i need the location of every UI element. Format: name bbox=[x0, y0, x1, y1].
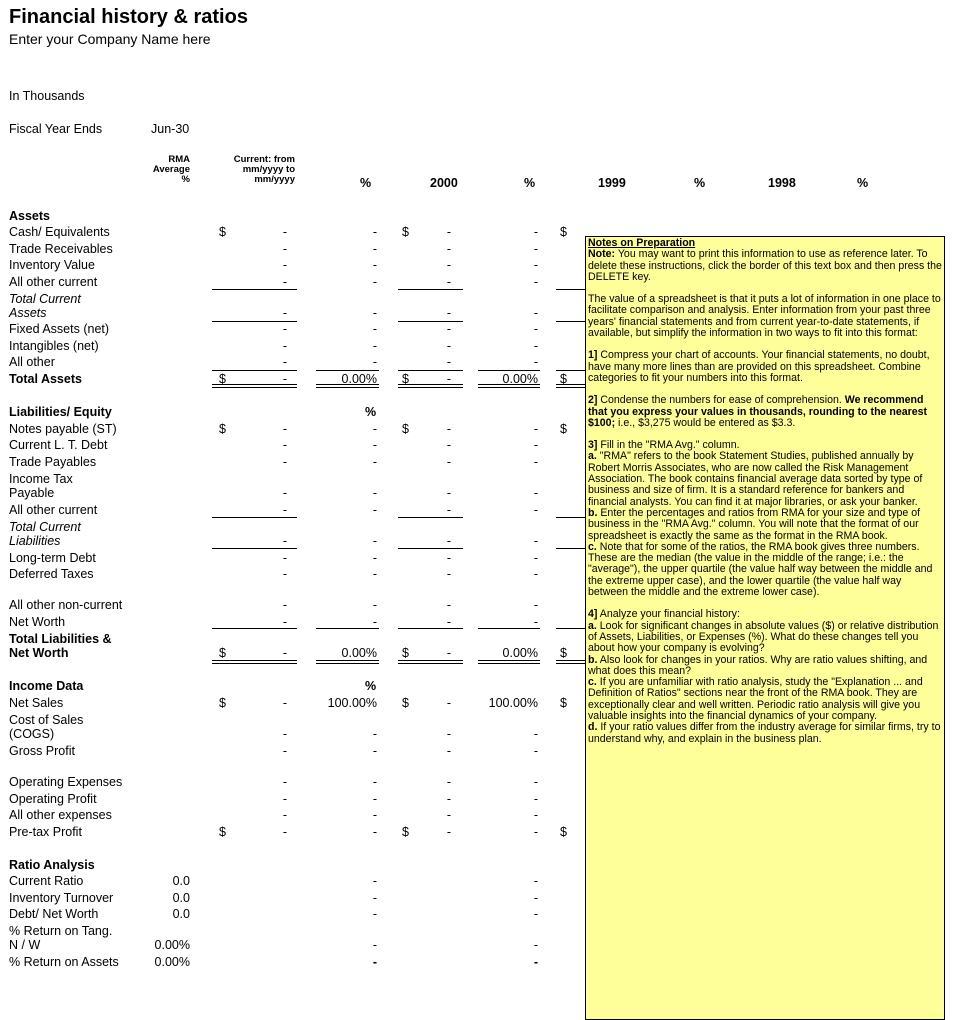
header-current: Current: from mm/yyyy to mm/yyyy bbox=[233, 154, 295, 185]
liability-row-6-cur-value[interactable]: - bbox=[282, 551, 287, 565]
liability-row-2-2000-pct: - bbox=[533, 455, 538, 469]
step2-bold: We recommend that you express your values in thousands, rounding to the nearest $100; bbox=[588, 394, 928, 429]
income-row-1-cur-value[interactable]: - bbox=[282, 727, 287, 741]
liability-row-0-1999-dollar: $ bbox=[560, 422, 567, 436]
liability-row-1-cur-pct: - bbox=[372, 438, 377, 452]
liability-row-8-cur-pct: - bbox=[372, 598, 377, 612]
asset-row-1-cur-value[interactable]: - bbox=[282, 242, 287, 256]
liability-row-7-cur-pct: - bbox=[372, 567, 377, 581]
income-row-6-2000-pct: - bbox=[533, 825, 538, 839]
asset-total-topline-2000 bbox=[398, 370, 463, 371]
income-label-4: Operating Profit bbox=[9, 792, 97, 806]
asset-row-5-2000-value[interactable]: - bbox=[446, 322, 451, 336]
asset-row-8-cur-dollar: $ bbox=[219, 372, 226, 386]
step3-num: 3] bbox=[588, 439, 598, 452]
liability-row-8-cur-value[interactable]: - bbox=[282, 598, 287, 612]
income-row-6-cur-pct: - bbox=[372, 825, 377, 839]
liability-row-10-2000-pct: 0.00% bbox=[502, 646, 538, 660]
asset-total-dblline-cur bbox=[212, 384, 297, 388]
liability-label-9: Net Worth bbox=[9, 615, 66, 629]
asset-row-0-cur-dollar: $ bbox=[219, 225, 226, 239]
liability-row-9-cur-pct: - bbox=[372, 615, 377, 629]
asset-total-dblline-pctc bbox=[316, 384, 379, 388]
asset-label-7: All other bbox=[9, 355, 55, 369]
income-label-3: Operating Expenses bbox=[9, 775, 123, 789]
liability-row-3-2000-pct: - bbox=[533, 486, 538, 500]
asset-row-8-2000-value[interactable]: - bbox=[446, 372, 451, 386]
liability-label-0: Notes payable (ST) bbox=[9, 422, 117, 436]
ratio-2000-3: - bbox=[533, 938, 538, 952]
liability-row-4-2000-pct: - bbox=[533, 503, 538, 517]
income-row-6-2000-value[interactable]: - bbox=[446, 825, 451, 839]
income-row-4-2000-pct: - bbox=[533, 792, 538, 806]
step3b-label: b. bbox=[588, 506, 598, 519]
income-row-6-1999-dollar: $ bbox=[560, 825, 567, 839]
ratio-rma-2[interactable]: 0.0 bbox=[172, 907, 190, 921]
ratio-2000-4: - bbox=[533, 955, 538, 969]
asset-row-8-cur-pct: 0.00% bbox=[341, 372, 377, 386]
asset-total-topline-1999 bbox=[556, 370, 586, 371]
liability-row-10-2000-value[interactable]: - bbox=[446, 646, 451, 660]
liability-label-10: Total Liabilities & Net Worth bbox=[9, 632, 112, 660]
asset-underline-cur-0 bbox=[212, 289, 297, 290]
ratio-rma-3[interactable]: 0.00% bbox=[154, 938, 190, 952]
income-row-1-2000-value[interactable]: - bbox=[446, 727, 451, 741]
income-row-2-cur-value[interactable]: - bbox=[282, 744, 287, 758]
ratio-cur-1: - bbox=[372, 891, 377, 905]
ratio-label-1: Inventory Turnover bbox=[9, 891, 114, 905]
header-rma: RMA Average % bbox=[152, 154, 190, 185]
header-pct-1998: % bbox=[857, 176, 869, 190]
asset-underline-cur-1 bbox=[212, 321, 297, 322]
assets-heading: Assets bbox=[9, 209, 50, 223]
notes-title: Notes on Preparation bbox=[588, 237, 696, 249]
step3a-label: a. bbox=[588, 450, 597, 463]
liability-row-2-cur-value[interactable]: - bbox=[282, 455, 287, 469]
asset-row-3-cur-pct: - bbox=[372, 275, 377, 289]
asset-label-8: Total Assets bbox=[9, 372, 82, 386]
asset-total-dblline-2000 bbox=[398, 384, 463, 388]
income-row-0-cur-value[interactable]: - bbox=[282, 696, 287, 710]
step2-text-a: Condense the numbers for ease of comprehension. bbox=[597, 394, 845, 407]
liability-row-2-cur-pct: - bbox=[372, 455, 377, 469]
ratio-2000-2: - bbox=[533, 907, 538, 921]
liab-underline-cur-2 bbox=[212, 628, 297, 629]
header-2000: 2000 bbox=[430, 176, 458, 190]
fiscal-year-value[interactable]: Jun-30 bbox=[151, 122, 190, 136]
asset-row-4-2000-pct: - bbox=[533, 306, 538, 320]
asset-row-7-cur-pct: - bbox=[372, 355, 377, 369]
asset-row-6-cur-pct: - bbox=[372, 339, 377, 353]
asset-total-dblline-pct2000 bbox=[478, 384, 540, 388]
company-name[interactable]: Enter your Company Name here bbox=[9, 31, 211, 47]
asset-row-0-1999-dollar: $ bbox=[560, 225, 567, 239]
liability-row-1-cur-value[interactable]: - bbox=[282, 438, 287, 452]
liability-row-1-2000-pct: - bbox=[533, 438, 538, 452]
income-row-3-2000-value[interactable]: - bbox=[446, 775, 451, 789]
note-label: Note: bbox=[588, 248, 616, 261]
income-row-5-cur-value[interactable]: - bbox=[282, 808, 287, 822]
liability-label-4: All other current bbox=[9, 503, 98, 517]
liability-label-8: All other non-current bbox=[9, 598, 123, 612]
liability-row-3-cur-pct: - bbox=[372, 486, 377, 500]
asset-row-8-2000-pct: 0.00% bbox=[502, 372, 538, 386]
income-row-4-cur-pct: - bbox=[372, 792, 377, 806]
step4a-label: a. bbox=[588, 619, 597, 632]
liability-row-0-cur-dollar: $ bbox=[219, 422, 226, 436]
asset-row-0-2000-pct: - bbox=[533, 225, 538, 239]
liability-row-5-2000-pct: - bbox=[533, 534, 538, 548]
income-row-3-cur-pct: - bbox=[372, 775, 377, 789]
ratio-rma-4[interactable]: 0.00% bbox=[154, 955, 190, 969]
income-row-3-cur-value[interactable]: - bbox=[282, 775, 287, 789]
asset-row-3-2000-value[interactable]: - bbox=[446, 275, 451, 289]
liability-label-3: Income Tax Payable bbox=[9, 472, 73, 500]
ratio-rma-1[interactable]: 0.0 bbox=[172, 891, 190, 905]
income-label-5: All other expenses bbox=[9, 808, 112, 822]
ratio-label-4: % Return on Assets bbox=[9, 955, 119, 969]
asset-label-5: Fixed Assets (net) bbox=[9, 322, 110, 336]
liability-row-5-cur-pct: - bbox=[372, 534, 377, 548]
units-label: In Thousands bbox=[9, 89, 85, 103]
asset-row-6-2000-pct: - bbox=[533, 339, 538, 353]
liabilities-heading: Liabilities/ Equity bbox=[9, 405, 112, 419]
liability-label-7: Deferred Taxes bbox=[9, 567, 94, 581]
liability-row-7-2000-value[interactable]: - bbox=[446, 567, 451, 581]
asset-total-topline-pct2000 bbox=[478, 370, 540, 371]
liab-total-dblline-cur bbox=[212, 660, 297, 664]
asset-underline-1999-1 bbox=[556, 321, 586, 322]
liab-underline-1999-2 bbox=[556, 628, 586, 629]
income-pct-header: % bbox=[365, 679, 377, 693]
asset-underline-2000-1 bbox=[398, 321, 463, 322]
income-row-6-cur-dollar: $ bbox=[219, 825, 226, 839]
liability-row-10-cur-pct: 0.00% bbox=[341, 646, 377, 660]
ratio-cur-4: - bbox=[372, 955, 377, 969]
liability-label-2: Trade Payables bbox=[9, 455, 97, 469]
liability-row-5-2000-value[interactable]: - bbox=[446, 534, 451, 548]
asset-label-3: All other current bbox=[9, 275, 98, 289]
liability-row-7-cur-value[interactable]: - bbox=[282, 567, 287, 581]
asset-row-2-cur-pct: - bbox=[372, 258, 377, 272]
note-text: You may want to print this information to use as reference later. To delete these instructions, click the border of this text box and then press the DELETE key. bbox=[588, 248, 942, 283]
liability-row-10-cur-value[interactable]: - bbox=[282, 646, 287, 660]
header-1998: 1998 bbox=[768, 176, 796, 190]
liability-row-0-2000-pct: - bbox=[533, 422, 538, 436]
liab-underline-cur-0 bbox=[212, 517, 297, 518]
step4c-label: c. bbox=[588, 676, 597, 689]
header-pct-2000: % bbox=[524, 176, 536, 190]
income-row-5-2000-pct: - bbox=[533, 808, 538, 822]
step3b-text: Enter the percentages and ratios from RMA for your size and type of business in the "RMA Avg." column. You will note that the format of our spreadsheet is exactly the same as the format in the RMA book. bbox=[588, 506, 921, 542]
header-1999: 1999 bbox=[598, 176, 626, 190]
asset-row-0-cur-value[interactable]: - bbox=[282, 225, 287, 239]
asset-row-0-2000-dollar: $ bbox=[402, 225, 409, 239]
page-title: Financial history & ratios bbox=[9, 6, 248, 28]
asset-label-1: Trade Receivables bbox=[9, 242, 113, 256]
liability-row-5-cur-value[interactable]: - bbox=[282, 534, 287, 548]
liability-row-7-2000-pct: - bbox=[533, 567, 538, 581]
income-row-5-cur-pct: - bbox=[372, 808, 377, 822]
step4a-text: Look for significant changes in absolute values ($) or relative distribution of Assets, Liabilities, or Expenses (%). What do these changes tell you about how your company is evolving? bbox=[588, 619, 939, 655]
liability-row-10-cur-dollar: $ bbox=[219, 646, 226, 660]
income-row-6-cur-value[interactable]: - bbox=[282, 825, 287, 839]
asset-row-7-2000-pct: - bbox=[533, 355, 538, 369]
asset-row-2-2000-pct: - bbox=[533, 258, 538, 272]
liab-total-topline-pct2000 bbox=[478, 628, 540, 629]
asset-row-8-2000-dollar: $ bbox=[402, 372, 409, 386]
ratio-label-0: Current Ratio bbox=[9, 874, 84, 888]
ratio-cur-2: - bbox=[372, 907, 377, 921]
liability-row-8-2000-pct: - bbox=[533, 598, 538, 612]
notes-on-preparation[interactable] bbox=[585, 236, 945, 1020]
liability-row-6-2000-value[interactable]: - bbox=[446, 551, 451, 565]
income-row-6-2000-dollar: $ bbox=[402, 825, 409, 839]
liability-row-8-2000-value[interactable]: - bbox=[446, 598, 451, 612]
step4b-label: b. bbox=[588, 653, 598, 666]
income-row-3-2000-pct: - bbox=[533, 775, 538, 789]
income-row-4-2000-value[interactable]: - bbox=[446, 792, 451, 806]
asset-row-8-1999-dollar: $ bbox=[560, 372, 567, 386]
liability-row-0-2000-value[interactable]: - bbox=[446, 422, 451, 436]
liability-row-9-cur-value[interactable]: - bbox=[282, 615, 287, 629]
liability-row-6-2000-pct: - bbox=[533, 551, 538, 565]
asset-row-4-2000-value[interactable]: - bbox=[446, 306, 451, 320]
liab-underline-1999-0 bbox=[556, 517, 586, 518]
fiscal-year-label: Fiscal Year Ends bbox=[9, 122, 103, 136]
step3c-text: Note that for some of the ratios, the RMA book gives three numbers. These are the median (the value in the middle of the range; i.e.: the "average"), the upper quartile (the value half way between the middle and the extreme upper case), and the lower quartile (the value half way between the middle and the extreme lower case). bbox=[588, 540, 933, 599]
income-heading: Income Data bbox=[9, 679, 84, 693]
step3a-text: "RMA" refers to the book Statement Studies, published annually by Robert Morris Associates, who are now called the Risk Management Association. The book contains financial average data sorted by type of business and size of firm. It is a standard reference for bankers and financial analysts. You can find it at major libraries, or ask your banker. bbox=[588, 450, 923, 508]
asset-row-7-2000-value[interactable]: - bbox=[446, 355, 451, 369]
liab-total-topline-pctc bbox=[316, 628, 379, 629]
liability-row-2-2000-value[interactable]: - bbox=[446, 455, 451, 469]
step3-text: Fill in the "RMA Avg." column. bbox=[597, 439, 740, 452]
liability-row-4-cur-pct: - bbox=[372, 503, 377, 517]
income-row-0-cur-dollar: $ bbox=[219, 696, 226, 710]
income-row-5-2000-value[interactable]: - bbox=[446, 808, 451, 822]
liability-row-0-2000-dollar: $ bbox=[402, 422, 409, 436]
step4d-text: If your ratio values differ from the industry average for similar firms, try to understand why, and explain in the business plan. bbox=[588, 721, 941, 745]
income-row-0-2000-dollar: $ bbox=[402, 696, 409, 710]
liab-underline-2000-2 bbox=[398, 628, 463, 629]
asset-underline-2000-0 bbox=[398, 289, 463, 290]
liab-underline-2000-0 bbox=[398, 517, 463, 518]
liability-label-1: Current L. T. Debt bbox=[9, 438, 108, 452]
asset-row-3-cur-value[interactable]: - bbox=[282, 275, 287, 289]
ratio-2000-1: - bbox=[533, 891, 538, 905]
asset-total-topline-pctc bbox=[316, 370, 379, 371]
ratio-rma-0[interactable]: 0.0 bbox=[172, 874, 190, 888]
notes-intro: The value of a spreadsheet is that it puts a lot of information in one place to facilitate comparison and analysis. Enter information from your past three years' financial statements and from current year-to-date statements, if available, but simplify the information in two ways to fit into this format: bbox=[588, 293, 941, 340]
liability-row-4-cur-value[interactable]: - bbox=[282, 503, 287, 517]
income-row-2-cur-pct: - bbox=[372, 744, 377, 758]
income-row-1-cur-pct: - bbox=[372, 727, 377, 741]
liability-row-10-2000-dollar: $ bbox=[402, 646, 409, 660]
asset-row-3-2000-pct: - bbox=[533, 275, 538, 289]
asset-row-6-cur-value[interactable]: - bbox=[282, 339, 287, 353]
asset-row-5-cur-value[interactable]: - bbox=[282, 322, 287, 336]
asset-row-2-2000-value[interactable]: - bbox=[446, 258, 451, 272]
step1-num: 1] bbox=[588, 349, 598, 362]
liability-row-0-cur-pct: - bbox=[372, 422, 377, 436]
step1-text: Compress your chart of accounts. Your financial statements, no doubt, have many more lines than are provided on this spreadsheet. Combine categories to fit your numbers into this format. bbox=[588, 349, 930, 384]
liability-row-1-2000-value[interactable]: - bbox=[446, 438, 451, 452]
asset-label-0: Cash/ Equivalents bbox=[9, 225, 110, 239]
income-row-2-2000-value[interactable]: - bbox=[446, 744, 451, 758]
asset-row-5-cur-pct: - bbox=[372, 322, 377, 336]
step4-num: 4] bbox=[588, 608, 598, 621]
liability-row-9-2000-value[interactable]: - bbox=[446, 615, 451, 629]
asset-row-1-cur-pct: - bbox=[372, 242, 377, 256]
liability-row-4-2000-value[interactable]: - bbox=[446, 503, 451, 517]
step3c-label: c. bbox=[588, 540, 597, 553]
income-label-2: Gross Profit bbox=[9, 744, 75, 758]
asset-row-7-cur-value[interactable]: - bbox=[282, 355, 287, 369]
liability-label-6: Long-term Debt bbox=[9, 551, 96, 565]
liabilities-pct-header: % bbox=[365, 405, 377, 419]
income-row-2-2000-pct: - bbox=[533, 744, 538, 758]
income-label-6: Pre-tax Profit bbox=[9, 825, 82, 839]
liab-total-dblline-pct2000 bbox=[478, 660, 540, 664]
asset-total-dblline-1999 bbox=[556, 384, 586, 388]
step2-text-b: i.e., $3,275 would be entered as $3.3. bbox=[615, 416, 796, 429]
asset-row-6-2000-value[interactable]: - bbox=[446, 339, 451, 353]
liability-row-9-2000-pct: - bbox=[533, 615, 538, 629]
header-pct-1999: % bbox=[694, 176, 706, 190]
asset-label-2: Inventory Value bbox=[9, 258, 95, 272]
income-label-1: Cost of Sales (COGS) bbox=[9, 713, 84, 741]
asset-row-0-cur-pct: - bbox=[372, 225, 377, 239]
asset-row-8-cur-value[interactable]: - bbox=[282, 372, 287, 386]
liability-row-6-cur-pct: - bbox=[372, 551, 377, 565]
liab-underline-1999-1 bbox=[556, 548, 586, 549]
income-row-4-cur-value[interactable]: - bbox=[282, 792, 287, 806]
step4c-text: If you are unfamiliar with ratio analysis, study the "Explanation ... and Definition of Ratios" sections near the front of the RMA book. They are exceptionally clear and well written. Periodic ratio analysis will give you valuable insights into the financial dynamics of your company. bbox=[588, 676, 923, 722]
liab-underline-cur-1 bbox=[212, 548, 297, 549]
liability-row-10-1999-dollar: $ bbox=[560, 646, 567, 660]
income-label-0: Net Sales bbox=[9, 696, 64, 710]
liability-row-3-cur-value[interactable]: - bbox=[282, 486, 287, 500]
step4d-label: d. bbox=[588, 721, 598, 734]
liability-row-3-2000-value[interactable]: - bbox=[446, 486, 451, 500]
ratios-heading: Ratio Analysis bbox=[9, 858, 95, 872]
asset-row-4-cur-pct: - bbox=[372, 306, 377, 320]
income-row-1-2000-pct: - bbox=[533, 727, 538, 741]
ratio-label-3: % Return on Tang. N / W bbox=[9, 924, 113, 952]
income-row-0-2000-value[interactable]: - bbox=[446, 696, 451, 710]
asset-row-1-2000-value[interactable]: - bbox=[446, 242, 451, 256]
step4b-text: Also look for changes in your ratios. Why are ratio values shifting, and what does this mean? bbox=[588, 653, 928, 677]
asset-label-4: Total Current Assets bbox=[9, 292, 81, 320]
asset-row-4-cur-value[interactable]: - bbox=[282, 306, 287, 320]
asset-row-2-cur-value[interactable]: - bbox=[282, 258, 287, 272]
asset-underline-1999-0 bbox=[556, 289, 586, 290]
income-row-0-2000-pct: 100.00% bbox=[488, 696, 538, 710]
ratio-2000-0: - bbox=[533, 874, 538, 888]
ratio-cur-3: - bbox=[372, 938, 377, 952]
step2-num: 2] bbox=[588, 394, 598, 407]
liab-underline-2000-1 bbox=[398, 548, 463, 549]
asset-row-0-2000-value[interactable]: - bbox=[446, 225, 451, 239]
asset-label-6: Intangibles (net) bbox=[9, 339, 99, 353]
step4-text: Analyze your financial history: bbox=[597, 608, 740, 621]
income-row-0-1999-dollar: $ bbox=[560, 696, 567, 710]
income-row-0-cur-pct: 100.00% bbox=[327, 696, 377, 710]
liab-total-dblline-2000 bbox=[398, 660, 463, 664]
asset-row-1-2000-pct: - bbox=[533, 242, 538, 256]
ratio-cur-0: - bbox=[372, 874, 377, 888]
asset-total-topline-cur bbox=[212, 370, 297, 371]
asset-row-5-2000-pct: - bbox=[533, 322, 538, 336]
liab-total-dblline-1999 bbox=[556, 660, 586, 664]
header-pct-current: % bbox=[360, 176, 372, 190]
liability-label-5: Total Current Liabilities bbox=[9, 520, 81, 548]
liability-row-0-cur-value[interactable]: - bbox=[282, 422, 287, 436]
liab-total-dblline-pctc bbox=[316, 660, 379, 664]
ratio-label-2: Debt/ Net Worth bbox=[9, 907, 99, 921]
